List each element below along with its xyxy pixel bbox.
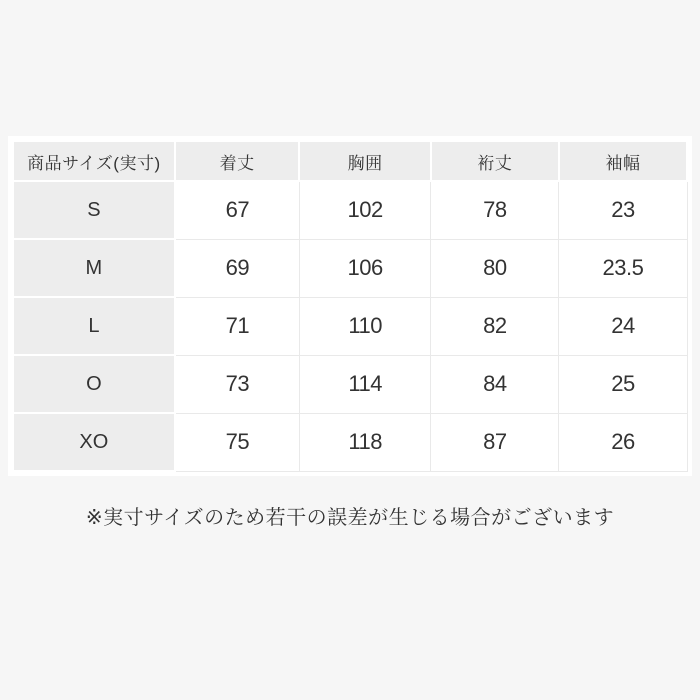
measurement-cell: 24: [559, 297, 687, 355]
table-row-l: [13, 297, 687, 355]
measurement-cell: 102: [299, 181, 430, 239]
measurement-cell: 118: [299, 413, 430, 471]
measurement-cell: 87: [431, 413, 559, 471]
table-row-s: [13, 181, 687, 239]
size-label: XO: [13, 413, 175, 471]
measurement-cell: 25: [559, 355, 687, 413]
measurement-cell: 67: [175, 181, 300, 239]
column-header-sleeve-length: 裄丈: [431, 141, 559, 181]
measurement-cell: 23.5: [559, 239, 687, 297]
size-label: M: [13, 239, 175, 297]
measurement-cell: 69: [175, 239, 300, 297]
column-header-sleeve-width: 袖幅: [559, 141, 687, 181]
header-row: [13, 141, 687, 181]
measurement-cell: 82: [431, 297, 559, 355]
column-header-length: 着丈: [175, 141, 300, 181]
size-label: O: [13, 355, 175, 413]
size-label: L: [13, 297, 175, 355]
column-header-chest: 胸囲: [299, 141, 430, 181]
measurement-cell: 106: [299, 239, 430, 297]
measurement-cell: 73: [175, 355, 300, 413]
measurement-cell: 110: [299, 297, 430, 355]
measurement-cell: 75: [175, 413, 300, 471]
size-chart-table: [12, 140, 688, 472]
measurement-cell: 23: [559, 181, 687, 239]
measurement-disclaimer-note: ※実寸サイズのため若干の誤差が生じる場合がございます: [85, 507, 615, 529]
measurement-cell: 26: [559, 413, 687, 471]
table-row-xo: [13, 413, 687, 471]
table-row-m: [13, 239, 687, 297]
measurement-cell: 84: [431, 355, 559, 413]
size-chart-card: [8, 136, 692, 476]
size-label: S: [13, 181, 175, 239]
measurement-cell: 80: [431, 239, 559, 297]
table-row-o: [13, 355, 687, 413]
measurement-cell: 114: [299, 355, 430, 413]
column-header-size: 商品サイズ(実寸): [13, 141, 175, 181]
measurement-cell: 71: [175, 297, 300, 355]
measurement-cell: 78: [431, 181, 559, 239]
